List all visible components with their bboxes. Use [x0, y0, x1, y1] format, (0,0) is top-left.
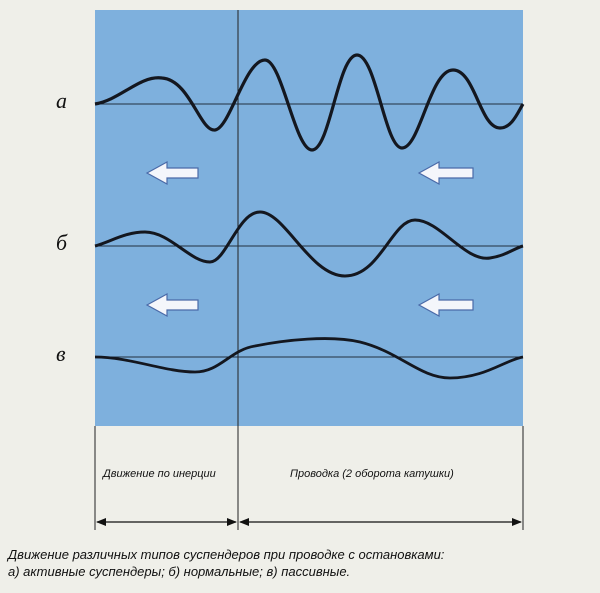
caption-line-1: Движение различных типов суспендеров при проводке с остановками: — [8, 547, 445, 562]
dimension-arrowhead — [227, 518, 237, 526]
caption-line-2: а) активные суспендеры; б) нормальные; в) пассивные. — [8, 564, 351, 579]
dimension-arrowhead — [512, 518, 522, 526]
row-label-a: а — [56, 88, 67, 113]
inertia-label: Движение по инерции — [103, 468, 216, 480]
row-label-b: б — [56, 230, 68, 255]
retrieve-label: Проводка (2 оборота катушки) — [290, 468, 454, 480]
figure-caption — [8, 546, 596, 580]
row-label-v: в — [56, 341, 66, 366]
dimension-arrowhead — [96, 518, 106, 526]
dimension-arrowhead — [239, 518, 249, 526]
